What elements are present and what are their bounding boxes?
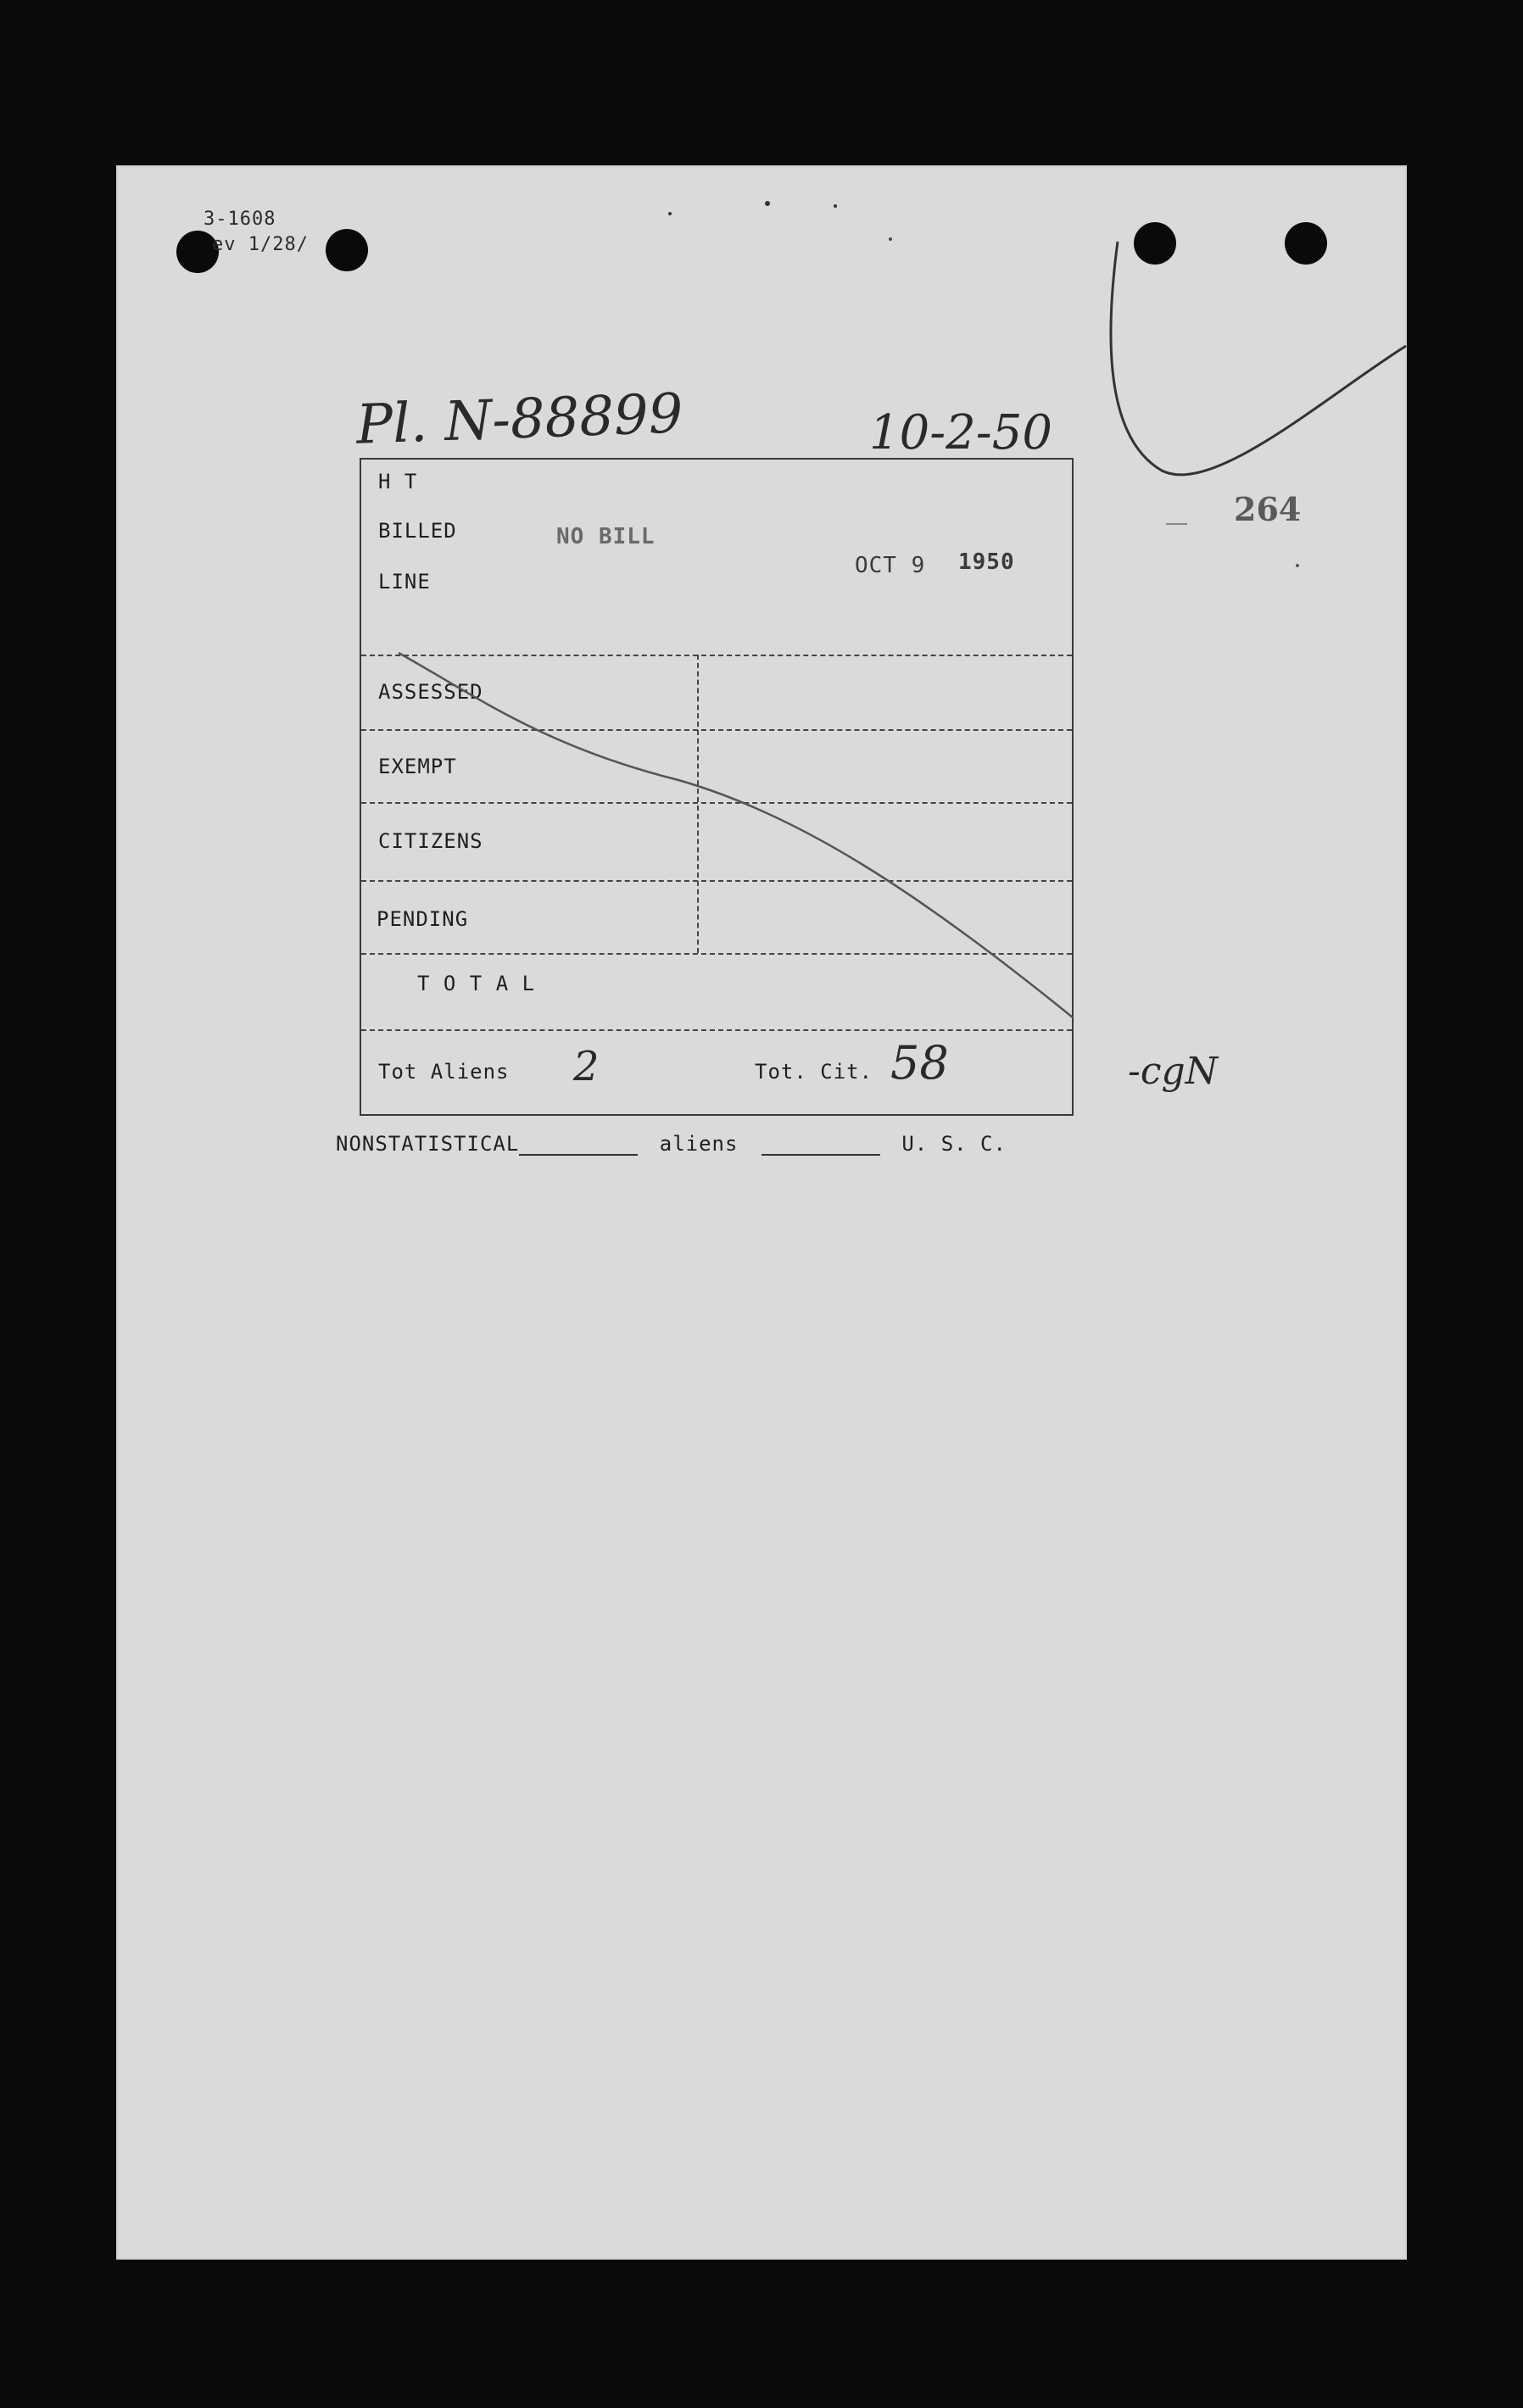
- label-line: LINE: [378, 570, 431, 594]
- stamp-date-year: 1950: [958, 549, 1015, 575]
- row-label-citizens: CITIZENS: [378, 829, 483, 853]
- handwritten-date: 10-2-50: [869, 405, 1052, 460]
- cancel-diagonal-line: [399, 653, 1073, 1017]
- label-ht: H T: [378, 470, 418, 493]
- stamp-date-month-day: OCT 9: [855, 553, 926, 578]
- tot-cit-label: Tot. Cit.: [755, 1060, 873, 1084]
- page-number: 264: [1234, 490, 1302, 528]
- no-bill-stamp: NO BILL: [556, 524, 656, 549]
- row-label-exempt: EXEMPT: [378, 755, 457, 778]
- paper-speck: [668, 212, 672, 215]
- paper-speck: [834, 204, 837, 208]
- handwritten-initials: -cgN: [1128, 1050, 1219, 1093]
- manifest-reference: Pl. N-88899: [354, 382, 684, 457]
- tot-aliens-label: Tot Aliens: [378, 1060, 510, 1084]
- tot-aliens-value: 2: [573, 1043, 600, 1090]
- nonstatistical-label: NONSTATISTICAL: [336, 1132, 520, 1156]
- usc-label: U. S. C.: [901, 1132, 1007, 1156]
- paper-speck: [1296, 564, 1299, 567]
- total-label: T O T A L: [417, 972, 536, 995]
- row-label-assessed: ASSESSED: [378, 680, 483, 704]
- aliens-label: aliens: [659, 1132, 739, 1156]
- paper-speck: [765, 201, 770, 206]
- paper-speck: [889, 237, 892, 241]
- row-label-pending: PENDING: [377, 907, 469, 931]
- form-code: 3-1608: [204, 209, 276, 230]
- label-billed: BILLED: [378, 519, 457, 543]
- tot-cit-value: 58: [890, 1036, 949, 1090]
- form-revision: ev 1/28/: [212, 234, 309, 255]
- corner-curve-stroke: [1111, 242, 1406, 475]
